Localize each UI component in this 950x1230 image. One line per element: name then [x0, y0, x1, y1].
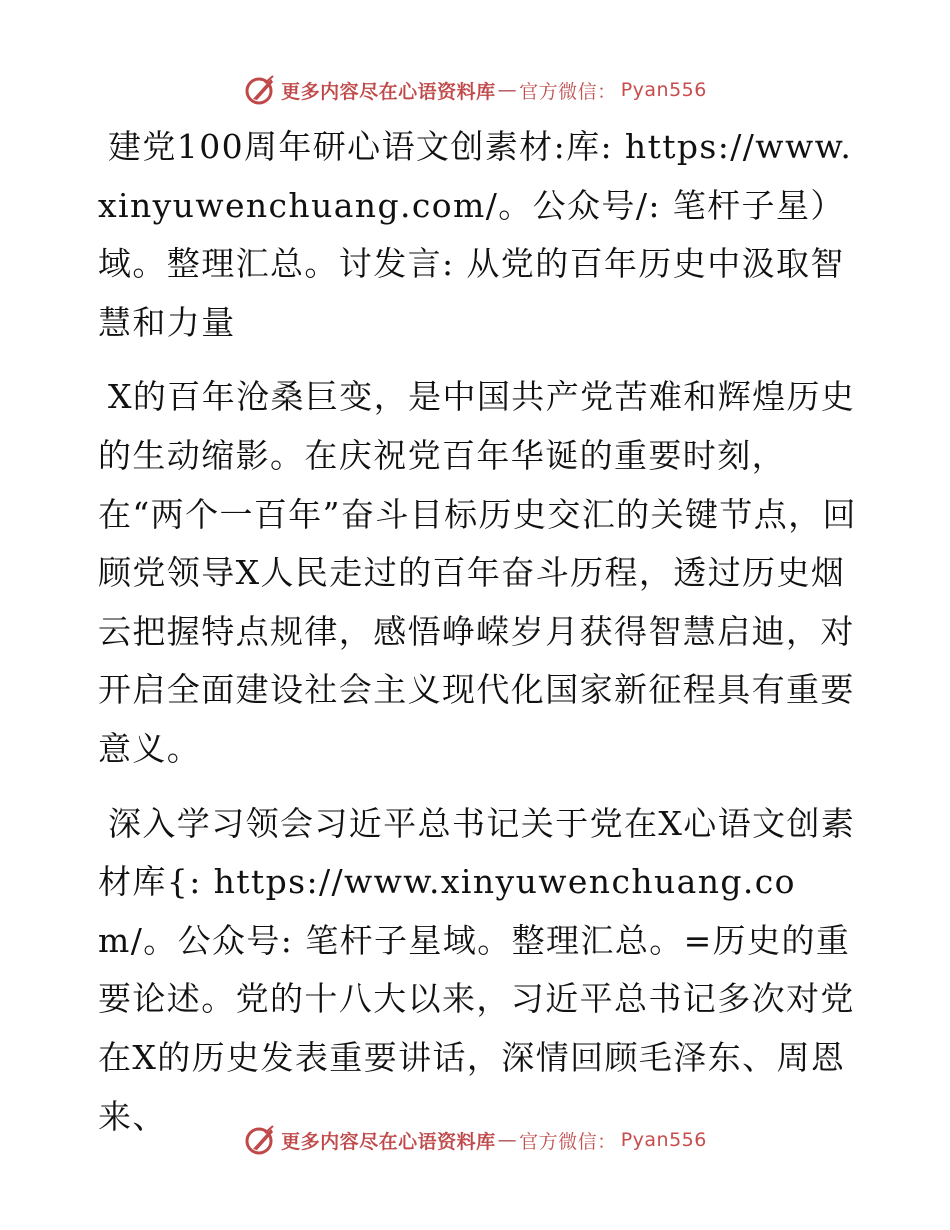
- header-banner-dash: —: [497, 79, 518, 101]
- document-body: [98, 118, 858, 1162]
- footer-banner-dash: —: [497, 1129, 518, 1151]
- paragraph-3: [98, 795, 858, 1147]
- quill-logo-icon: [243, 1123, 277, 1157]
- paragraph-2-text: X的百年沧桑巨变，是中国共产党苦难和辉煌历史的生动缩影。在庆祝党百年华诞的重要时刻，在“两个一百年”奋斗目标历史交汇的关键节点，回顾党领导X人民走过的百年奋斗历程，透过历史烟云把握特点规律，感悟峥嵘岁月获得智慧启迪，对开启全面建设社会主义现代化国家新征程具有重要意义。: [98, 377, 857, 768]
- header-banner: [0, 68, 950, 112]
- footer-wechat-id: Pyan556: [620, 1129, 707, 1151]
- footer-wechat-label: 官方微信：: [519, 1130, 617, 1153]
- footer-banner-text: 更多内容尽在心语资料库: [281, 1130, 496, 1153]
- paragraph-1: [98, 118, 858, 352]
- quill-logo-icon: [243, 73, 277, 107]
- header-wechat-id: Pyan556: [620, 79, 707, 101]
- footer-banner: [0, 1118, 950, 1162]
- paragraph-1-text: 建党100周年研心语文创素材:库: https://www.xinyuwenchuang.com/。公众号/: 笔杆子星）域。整理汇总。讨发言: 从党的百年历史中汲取智慧和力量: [98, 127, 853, 342]
- header-wechat-label: 官方微信：: [519, 80, 617, 103]
- paragraph-2: [98, 368, 858, 778]
- paragraph-3-text: 深入学习领会习近平总书记关于党在X心语文创素材库{: https://www.xinyuwenchuang.com/。公众号: 笔杆子星域。整理汇总。=历史的重要论述。党的十八大以来，习近平总书记多次对党在X的历史发表重要讲话，深情回顾毛泽东、周恩来、: [98, 803, 856, 1136]
- header-banner-text: 更多内容尽在心语资料库: [281, 80, 496, 103]
